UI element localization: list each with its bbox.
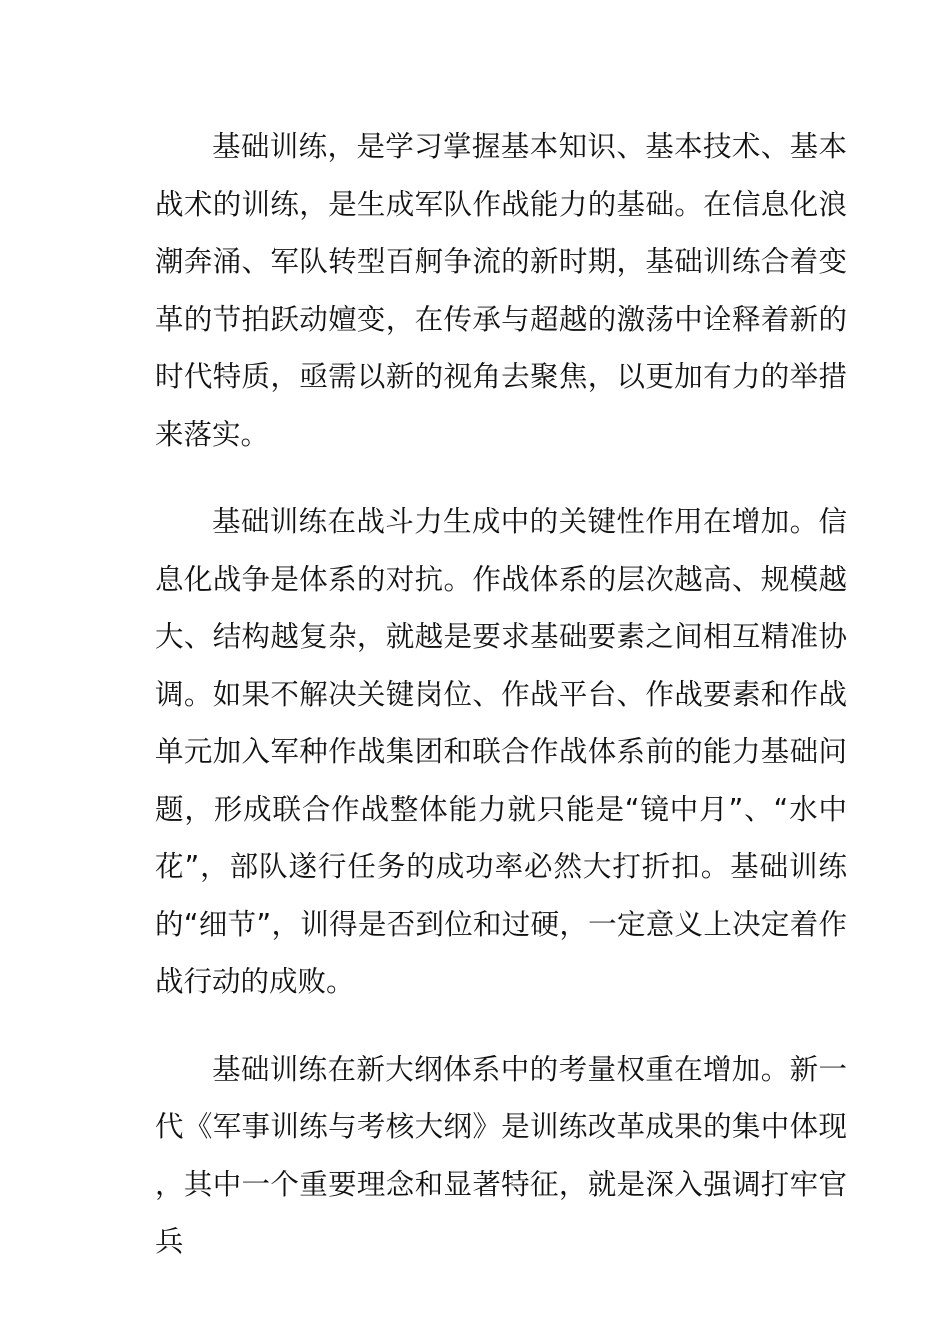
- paragraph-1: 基础训练，是学习掌握基本知识、基本技术、基本战术的训练，是生成军队作战能力的基础。在信息化浪潮奔涌、军队转型百舸争流的新时期，基础训练合着变革的节拍跃动嬗变，在传承与超越的激荡中诠释着新的时代特质，亟需以新的视角去聚焦，以更加有力的举措来落实。: [155, 130, 847, 451]
- paragraph-2: 基础训练在战斗力生成中的关键性作用在增加。信息化战争是体系的对抗。作战体系的层次越高、规模越大、结构越复杂，就越是要求基础要素之间相互精准协调。如果不解决关键岗位、作战平台、作战要素和作战单元加入军种作战集团和联合作战体系前的能力基础问题，形成联合作战整体能力就只能是“镜中月”、“水中花”，部队遂行任务的成功率必然大打折扣。基础训练的“细节”，训得是否到位和过硬，一定意义上决定着作战行动的成败。: [155, 505, 847, 998]
- document-body: [155, 118, 847, 1301]
- paragraph-3: 基础训练在新大纲体系中的考量权重在增加。新一代《军事训练与考核大纲》是训练改革成果的集中体现，其中一个重要理念和显著特征，就是深入强调打牢官兵: [155, 1052, 847, 1258]
